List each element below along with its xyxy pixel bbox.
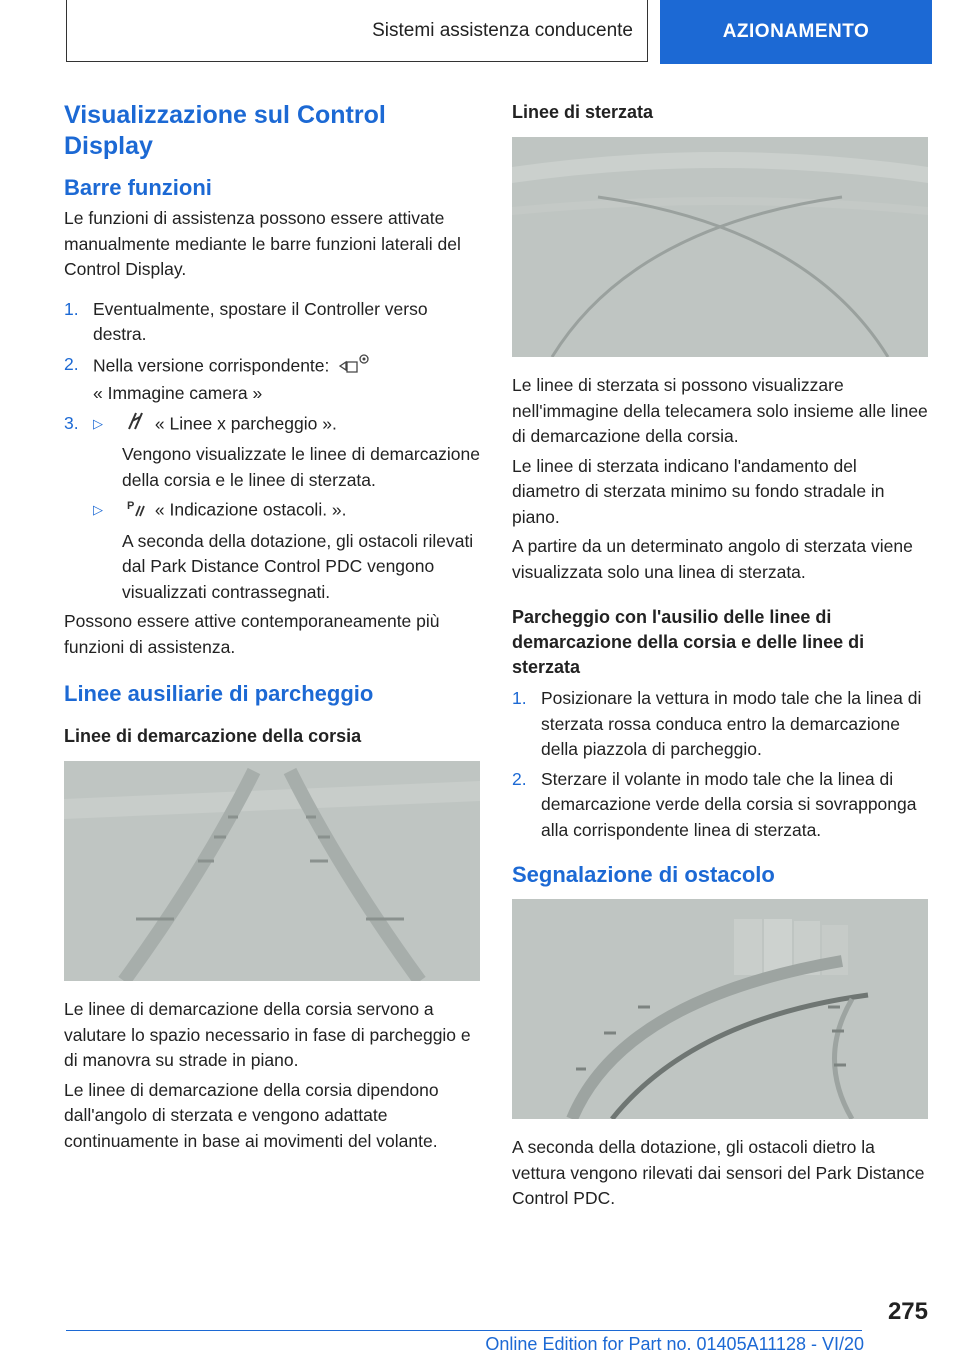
step-text: Sterzare il volante in modo tale che la linea di demarcazione verde della corsia si sovrapponga alla corrispondente linea di sterzata. xyxy=(541,768,917,840)
sub-item-description: Vengono visualizzate le linee di demarcazione della corsia e le linee di sterzata. xyxy=(122,444,481,490)
page-title: Visualizzazione sul Control Display xyxy=(64,101,386,160)
page-number: 275 xyxy=(887,1298,928,1325)
step-number: 1. xyxy=(512,688,527,708)
step-text: « Immagine camera » xyxy=(93,383,263,403)
heading-parcheggio: Parcheggio con l'ausilio delle linee di demarcazione della corsia e delle linee di sterzata xyxy=(512,607,865,677)
footer-edition: Online Edition for Part no. 01405A11128 - VI/20 xyxy=(485,1334,864,1354)
header-section: Sistemi assistenza conducente xyxy=(66,0,648,62)
paragraph-barre: Le funzioni di assistenza possono essere attivate manualmente mediante le barre funzioni laterali del Control Display. xyxy=(64,208,461,279)
page-header xyxy=(66,0,932,64)
heading-sterzata: Linee di sterzata xyxy=(512,102,654,122)
paragraph-multi: Possono essere attive contemporaneamente più funzioni di assistenza. xyxy=(64,611,440,657)
list-item xyxy=(64,297,480,348)
step-number: 1. xyxy=(64,298,79,319)
paragraph-demarc-1: Le linee di demarcazione della corsia servono a valutare lo spazio necessario in fase di parcheggio e di manovra su strade in piano. xyxy=(64,999,471,1070)
step-text: Eventualmente, spostare il Controller verso destra. xyxy=(93,298,428,344)
step-number: 2. xyxy=(512,768,527,789)
steps-list xyxy=(64,297,480,606)
list-item xyxy=(512,686,928,763)
right-column xyxy=(512,100,928,1216)
footer-divider xyxy=(66,1330,862,1331)
list-item xyxy=(64,411,480,606)
list-item xyxy=(512,767,928,844)
svg-text:P: P xyxy=(127,500,135,512)
sub-item-label: « Linee x parcheggio ». xyxy=(154,412,337,433)
left-column xyxy=(64,100,480,1158)
steering-lines-image xyxy=(512,137,928,357)
triangle-bullet-icon: ▷ xyxy=(93,502,103,517)
obstacle-indicator-icon xyxy=(126,497,146,525)
heading-ostacolo: Segnalazione di ostacolo xyxy=(512,862,775,887)
step-number: 3. xyxy=(64,412,79,433)
triangle-bullet-icon: ▷ xyxy=(93,415,103,431)
lane-lines-image xyxy=(64,761,480,981)
paragraph-st-1: Le linee di sterzata si possono visualizzare nell'immagine della telecamera solo insieme alle linee di demarcazione della corsia. xyxy=(512,375,928,446)
heading-barre-funzioni: Barre funzioni xyxy=(64,175,212,200)
sub-item-label: « Indicazione ostacoli. ». xyxy=(154,499,347,520)
header-chapter-tab[interactable]: AZIONAMENTO xyxy=(660,0,932,64)
sub-item xyxy=(93,411,480,494)
step-text: Nella versione corrispondente: xyxy=(93,354,330,375)
heading-linee-ausiliarie: Linee ausiliarie di parcheggio xyxy=(64,681,374,706)
camera-settings-icon xyxy=(338,352,372,382)
paragraph-ostacolo: A seconda della dotazione, gli ostacoli dietro la vettura vengono rilevati dai sensori del Park Distance Control PDC. xyxy=(512,1137,925,1208)
step-number: 2. xyxy=(64,353,79,374)
parking-lines-icon xyxy=(126,411,146,439)
obstacle-image xyxy=(512,899,928,1119)
sub-item-description: A seconda della dotazione, gli ostacoli rilevati dal Park Distance Control PDC vengono visualizzati contrassegnati. xyxy=(122,530,474,602)
sub-item xyxy=(93,497,480,605)
steps-list xyxy=(512,686,928,843)
paragraph-st-2: Le linee di sterzata indicano l'andamento del diametro di sterzata minimo su fondo stradale in piano. xyxy=(512,455,885,527)
paragraph-st-3: A partire da un determinato angolo di sterzata viene visualizzata solo una linea di sterzata. xyxy=(512,536,913,582)
paragraph-demarc-2: Le linee di demarcazione della corsia dipendono dall'angolo di sterzata e vengono adattate continuamente in base ai movimenti del volante. xyxy=(64,1079,439,1151)
step-text: Posizionare la vettura in modo tale che la linea di sterzata rossa conduca entro la demarcazione della piazzola di parcheggio. xyxy=(541,688,922,759)
heading-demarcazione: Linee di demarcazione della corsia xyxy=(64,726,362,746)
list-item xyxy=(64,352,480,407)
